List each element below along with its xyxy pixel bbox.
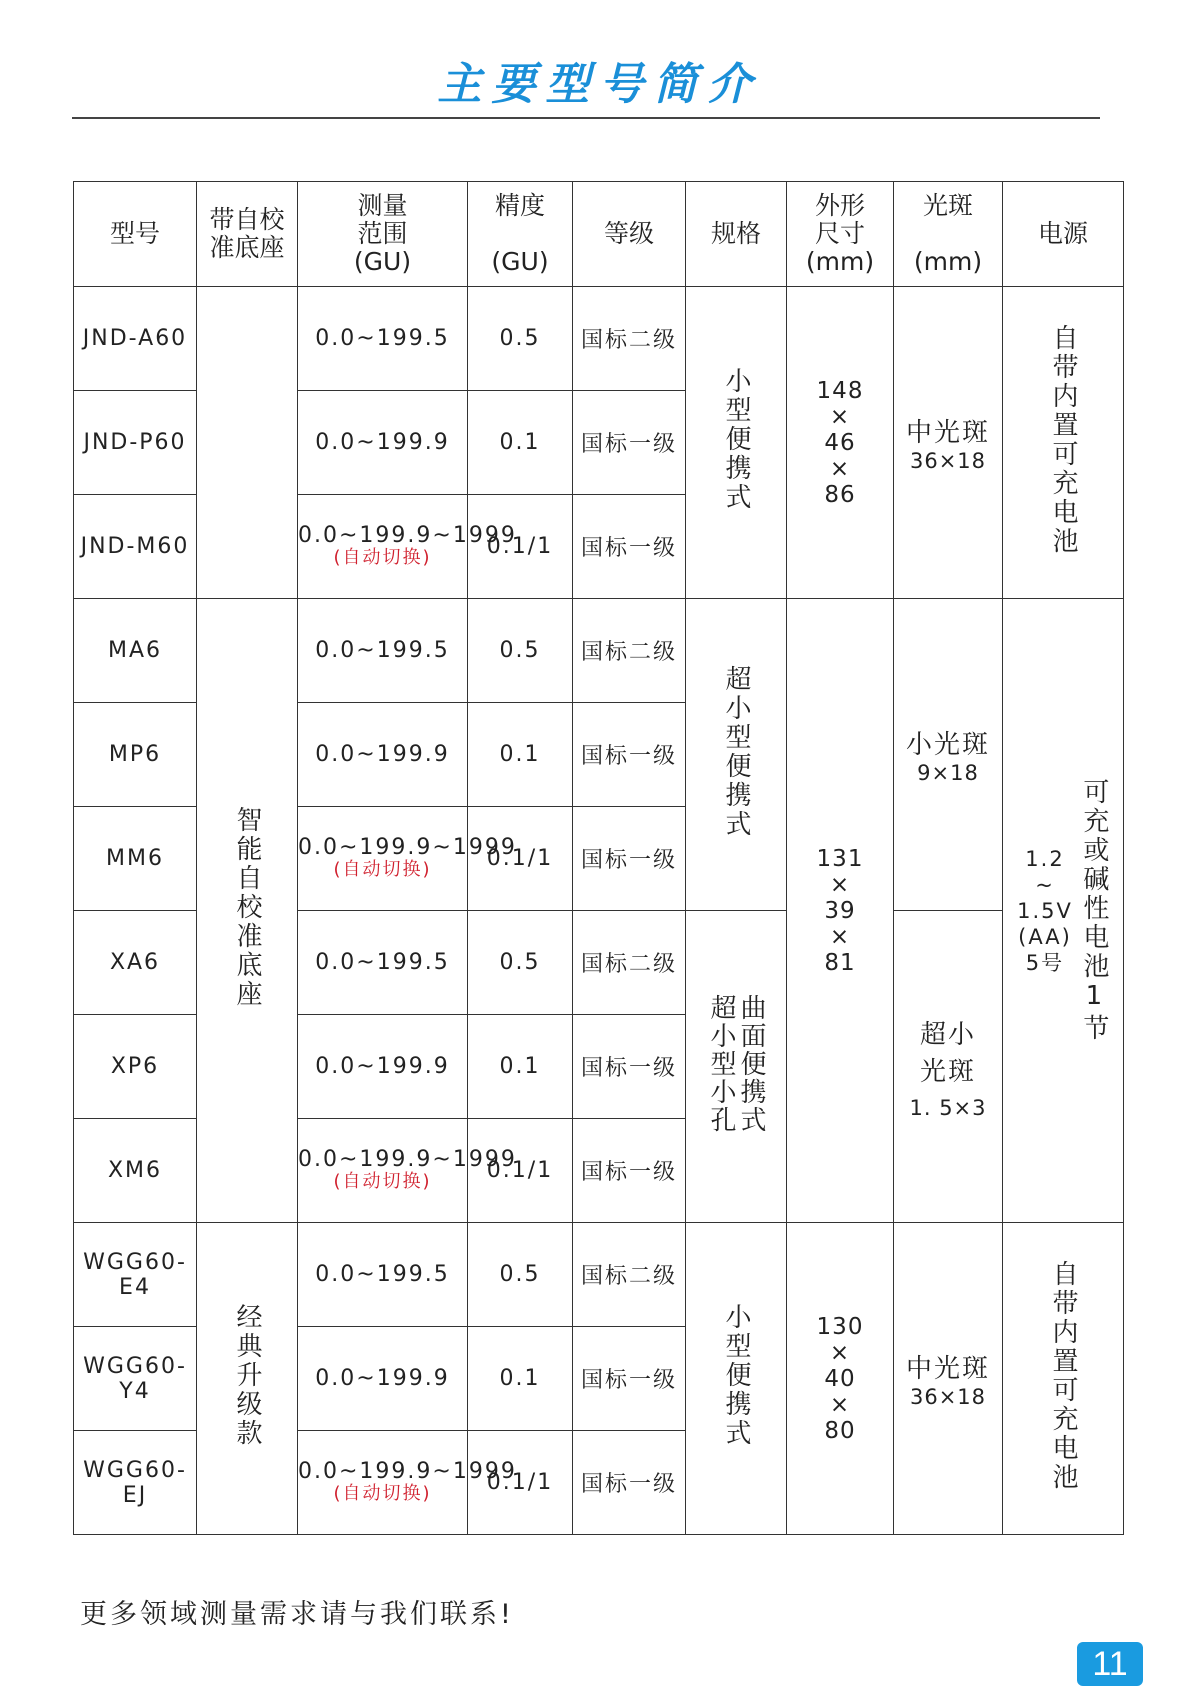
model-cell: MM6 <box>74 807 197 911</box>
spec-cell: 超小型便携式 <box>686 599 787 911</box>
size-cell: 148 × 46 × 86 <box>787 287 894 599</box>
model-spec-table <box>73 181 1124 1535</box>
grade-cell: 国标二级 <box>573 911 686 1015</box>
header-spot: 光斑 (mm) <box>894 182 1003 287</box>
table-row <box>74 1223 1124 1327</box>
precision-cell: 0.5 <box>468 287 573 391</box>
model-cell: WGG60-E4 <box>74 1223 197 1327</box>
range-cell: 0.0~199.9~1999 (自动切换) <box>298 1431 468 1535</box>
spot-cell: 小光斑 9×18 <box>894 599 1003 911</box>
header-base: 带自校准底座 <box>197 182 298 287</box>
model-cell: XM6 <box>74 1119 197 1223</box>
header-precision: 精度 (GU) <box>468 182 573 287</box>
range-cell: 0.0~199.9~1999 (自动切换) <box>298 495 468 599</box>
table-header-row <box>74 182 1124 287</box>
precision-cell: 0.5 <box>468 599 573 703</box>
range-cell: 0.0~199.9~1999 (自动切换) <box>298 807 468 911</box>
base-cell: 经典升级款 <box>197 1223 298 1535</box>
precision-cell: 0.1/1 <box>468 807 573 911</box>
precision-cell: 0.1 <box>468 1015 573 1119</box>
size-cell: 130 × 40 × 80 <box>787 1223 894 1535</box>
model-cell: JND-P60 <box>74 391 197 495</box>
grade-cell: 国标一级 <box>573 807 686 911</box>
spot-cell: 中光斑 36×18 <box>894 1223 1003 1535</box>
header-spec: 规格 <box>686 182 787 287</box>
range-cell: 0.0~199.5 <box>298 911 468 1015</box>
range-cell: 0.0~199.9 <box>298 703 468 807</box>
size-cell: 131 × 39 × 81 <box>787 599 894 1223</box>
precision-cell: 0.1/1 <box>468 1119 573 1223</box>
spec-cell: 超小型小孔曲面便携式 <box>686 911 787 1223</box>
grade-cell: 国标一级 <box>573 1015 686 1119</box>
grade-cell: 国标二级 <box>573 599 686 703</box>
base-cell-empty <box>197 287 298 599</box>
header-model: 型号 <box>74 182 197 287</box>
model-cell: MP6 <box>74 703 197 807</box>
header-range: 测量范围 (GU) <box>298 182 468 287</box>
grade-cell: 国标一级 <box>573 391 686 495</box>
header-power: 电源 <box>1003 182 1124 287</box>
model-cell: XP6 <box>74 1015 197 1119</box>
page-number-badge: 11 <box>1077 1642 1143 1686</box>
grade-cell: 国标二级 <box>573 1223 686 1327</box>
grade-cell: 国标一级 <box>573 495 686 599</box>
precision-cell: 0.1 <box>468 1327 573 1431</box>
header-grade: 等级 <box>573 182 686 287</box>
range-cell: 0.0~199.5 <box>298 599 468 703</box>
grade-cell: 国标一级 <box>573 1431 686 1535</box>
base-cell: 智能自校准底座 <box>197 599 298 1223</box>
precision-cell: 0.1 <box>468 391 573 495</box>
model-cell: JND-A60 <box>74 287 197 391</box>
range-cell: 0.0~199.9 <box>298 1015 468 1119</box>
precision-cell: 0.1/1 <box>468 495 573 599</box>
precision-cell: 0.5 <box>468 911 573 1015</box>
range-cell: 0.0~199.9 <box>298 1327 468 1431</box>
header-size: 外形尺寸 (mm) <box>787 182 894 287</box>
spec-cell: 小型便携式 <box>686 287 787 599</box>
table-row <box>74 287 1124 391</box>
power-cell: 自带内置可充电池 <box>1003 287 1124 599</box>
range-cell: 0.0~199.5 <box>298 1223 468 1327</box>
model-cell: XA6 <box>74 911 197 1015</box>
precision-cell: 0.1 <box>468 703 573 807</box>
grade-cell: 国标一级 <box>573 1119 686 1223</box>
range-cell: 0.0~199.9 <box>298 391 468 495</box>
range-cell: 0.0~199.9~1999 (自动切换) <box>298 1119 468 1223</box>
spot-cell: 超小光斑 1. 5×3 <box>894 911 1003 1223</box>
model-cell: MA6 <box>74 599 197 703</box>
page-title: 主要型号简介 <box>437 59 762 110</box>
title-divider <box>72 117 1100 119</box>
range-cell: 0.0~199.5 <box>298 287 468 391</box>
power-cell: 自带内置可充电池 <box>1003 1223 1124 1535</box>
contact-footer-text: 更多领域测量需求请与我们联系! <box>80 1599 514 1630</box>
model-cell: WGG60-EJ <box>74 1431 197 1535</box>
spot-cell: 中光斑 36×18 <box>894 287 1003 599</box>
grade-cell: 国标一级 <box>573 1327 686 1431</box>
model-cell: JND-M60 <box>74 495 197 599</box>
grade-cell: 国标一级 <box>573 703 686 807</box>
table-row <box>74 599 1124 703</box>
grade-cell: 国标二级 <box>573 287 686 391</box>
spec-cell: 小型便携式 <box>686 1223 787 1535</box>
model-cell: WGG60-Y4 <box>74 1327 197 1431</box>
precision-cell: 0.5 <box>468 1223 573 1327</box>
precision-cell: 0.1/1 <box>468 1431 573 1535</box>
power-cell: 1.2 ~ 1.5V (AA) 5号 可充或碱性电池1节 <box>1003 599 1124 1223</box>
